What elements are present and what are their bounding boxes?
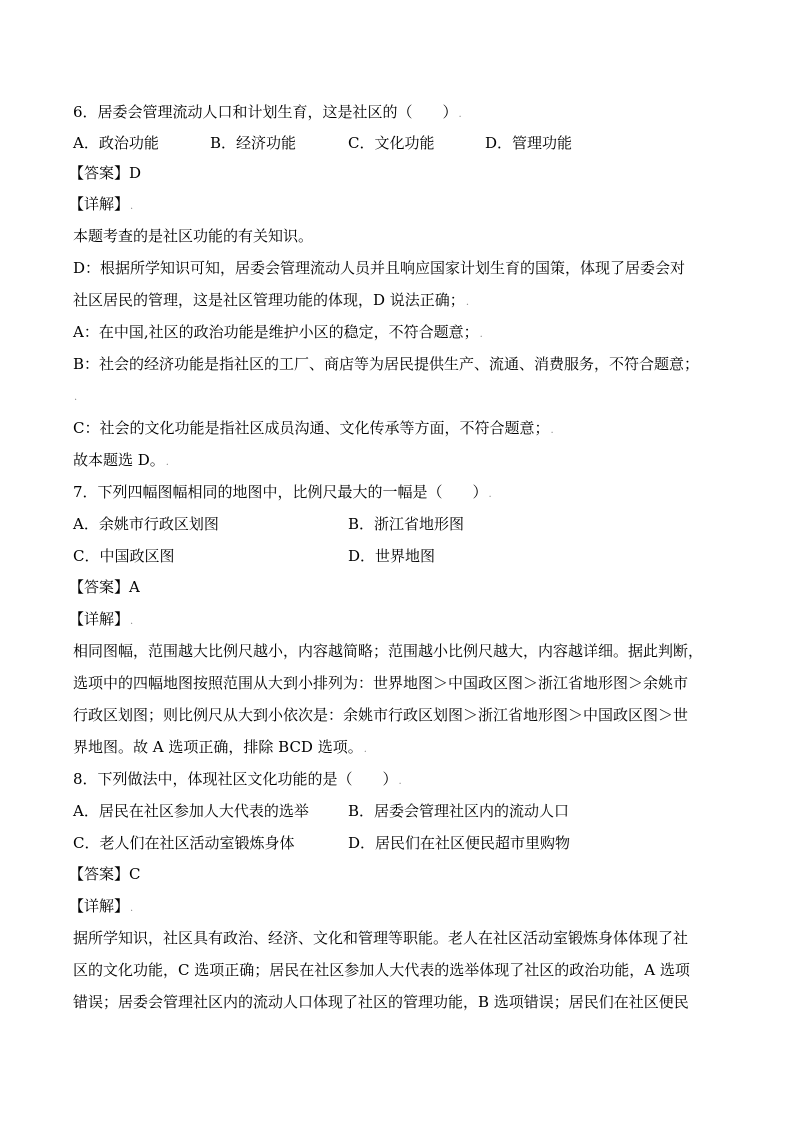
option-d: D．世界地图 [348, 547, 436, 565]
option-c: C．老人们在社区活动室锻炼身体 [73, 834, 295, 852]
question-8-options-row-1 [73, 801, 721, 821]
option-d: D．居民们在社区便民超市里购物 [348, 834, 571, 852]
option-c: C．文化功能 [348, 134, 435, 152]
explanation-8-line-3: 错误；居委会管理社区内的流动人口体现了社区的管理功能，B 选项错误；居民们在社区便民 [73, 993, 689, 1011]
answer-8: 【答案】C [69, 865, 141, 883]
explanation-6-line-5: B：社会的经济功能是指社区的工厂、商店等为居民提供生产、流通、消费服务，不符合题意； [73, 355, 700, 373]
detail-label-6: 【详解】. [69, 195, 134, 213]
option-a: A．政治功能 [73, 134, 159, 152]
question-7-options-row-1 [73, 514, 721, 534]
question-7-options-row-2 [73, 546, 721, 566]
explanation-6-line-6: C：社会的文化功能是指社区成员沟通、文化传承等方面，不符合题意；. [73, 419, 554, 437]
answer-7: 【答案】A [69, 578, 140, 596]
explanation-7-line-3: 行政区划图；则比例尺从大到小依次是：余姚市行政区划图＞浙江省地形图＞中国政区图＞世 [73, 706, 689, 724]
option-a: A．居民在社区参加人大代表的选举 [73, 802, 309, 820]
explanation-7-line-2: 选项中的四幅地图按照范围从大到小排列为：世界地图＞中国政区图＞浙江省地形图＞余姚市 [73, 674, 689, 692]
explanation-8-line-1: 据所学知识，社区具有政治、经济、文化和管理等职能。老人在社区活动室锻炼身体体现了社 [73, 929, 689, 947]
explanation-6-line-1: 本题考查的是社区功能的有关知识。 [73, 227, 314, 245]
option-a: A．余姚市行政区划图 [73, 515, 219, 533]
explanation-6-line-7: 故本题选 D。. [73, 451, 169, 469]
option-c: C．中国政区图 [73, 547, 175, 565]
explanation-8-line-2: 区的文化功能，C 选项正确；居民在社区参加人大代表的选举体现了社区的政治功能，A 选项 [73, 961, 690, 979]
detail-label-7: 【详解】. [69, 610, 134, 628]
question-6-options [73, 133, 721, 153]
option-b: B．经济功能 [210, 134, 297, 152]
option-b: B．居委会管理社区内的流动人口 [348, 802, 570, 820]
explanation-7-line-1: 相同图幅，范围越大比例尺越小，内容越简略；范围越小比例尺越大，内容越详细。据此判断， [73, 642, 704, 660]
explanation-6-line-4: A：在中国,社区的政治功能是维护小区的稳定，不符合题意；. [73, 323, 483, 341]
answer-6: 【答案】D [69, 164, 142, 182]
option-d: D．管理功能 [485, 134, 573, 152]
question-6-stem: 6．居委会管理流动人口和计划生育，这是社区的（ ）. [73, 103, 462, 121]
explanation-6-line-3: 社区居民的管理，这是社区管理功能的体现，D 说法正确；. [73, 291, 469, 309]
question-8-stem: 8．下列做法中，体现社区文化功能的是（ ）. [73, 770, 402, 788]
question-7-stem: 7．下列四幅图幅相同的地图中，比例尺最大的一幅是（ ）. [73, 483, 492, 501]
line-end-mark: . [74, 392, 78, 403]
option-b: B．浙江省地形图 [348, 515, 465, 533]
detail-label-8: 【详解】. [69, 897, 134, 915]
question-8-options-row-2 [73, 833, 721, 853]
explanation-6-line-2: D：根据所学知识可知，居委会管理流动人员并且响应国家计划生育的国策，体现了居委会对 [73, 259, 686, 277]
explanation-7-line-4: 界地图。故 A 选项正确，排除 BCD 选项。. [73, 738, 367, 756]
